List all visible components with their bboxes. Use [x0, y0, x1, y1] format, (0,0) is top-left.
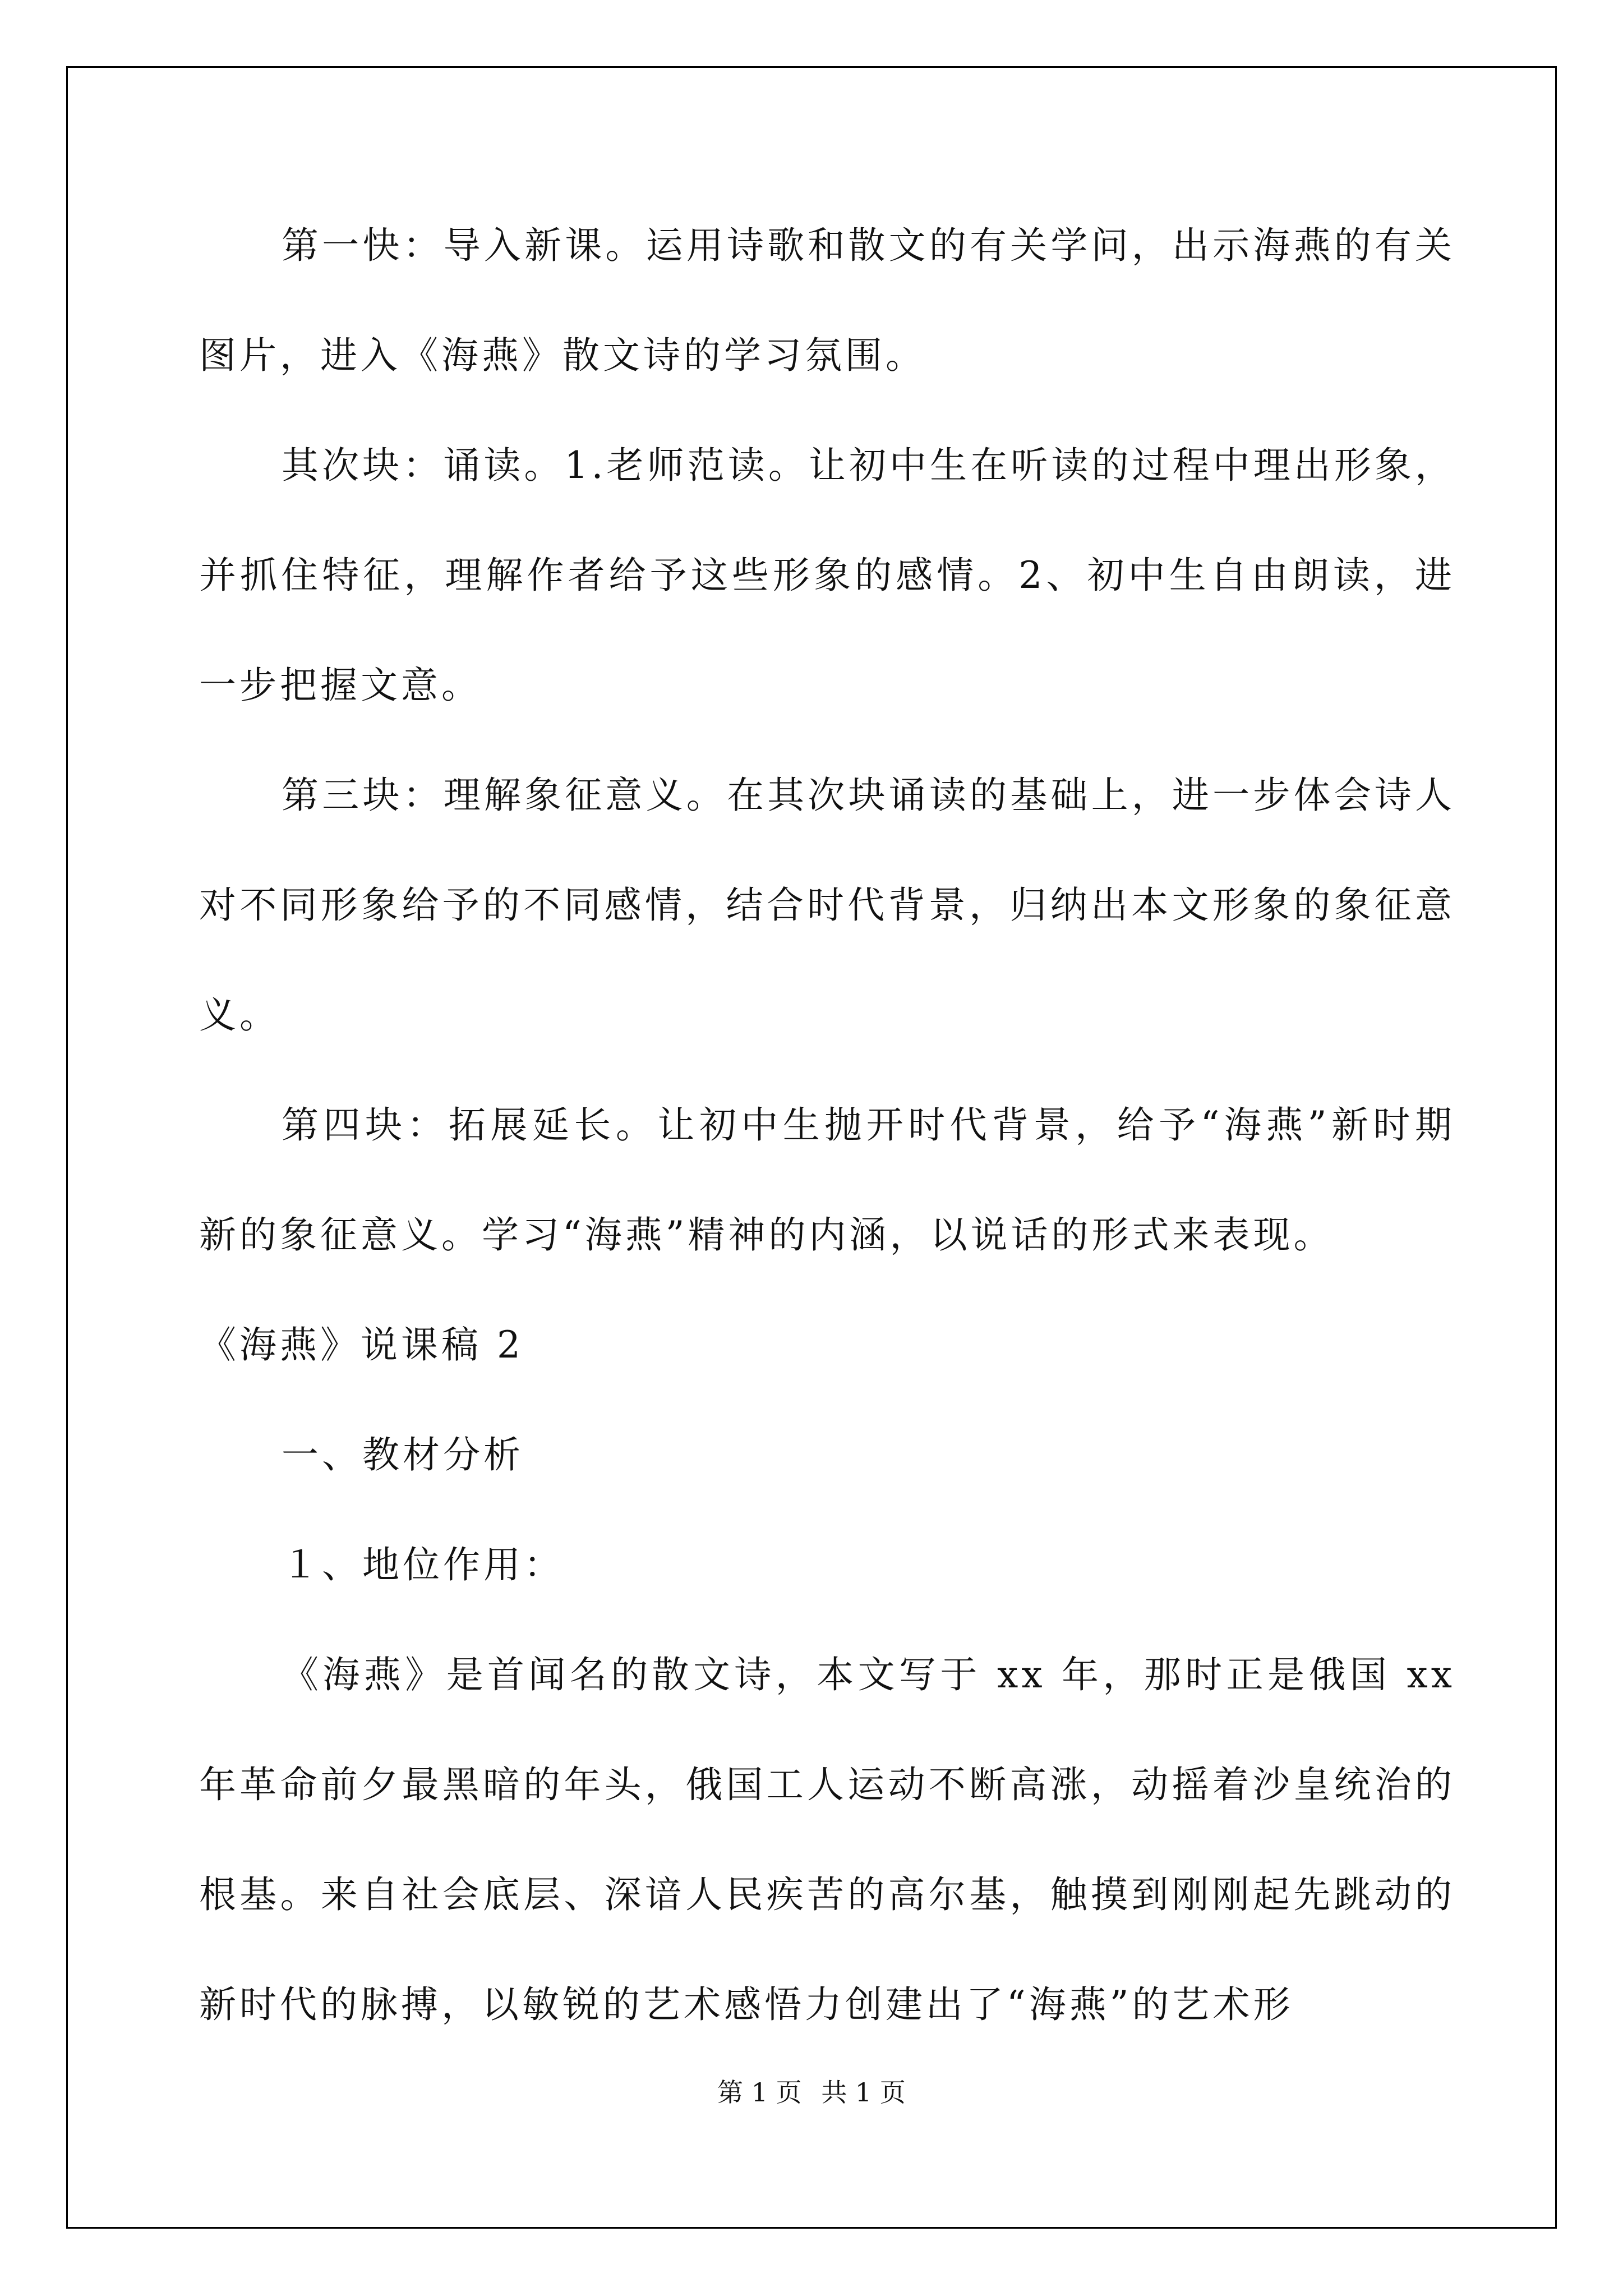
paragraph-lesson-block-1: 第一快：导入新课。运用诗歌和散文的有关学问，出示海燕的有关图片，进入《海燕》散文诗的学习氛围。	[199, 224, 1455, 377]
paragraph-body: 《海燕》是首闻名的散文诗，本文写于 xx 年，那时正是俄国 xx 年革命前夕最黑暗的年头，俄国工人运动不断高涨，动摇着沙皇统治的根基。来自社会底层、深谙人民疾苦的高尔基，触摸到刚刚起先跳动的新时代的脉搏，以敏锐的艺术感悟力创建出了“海燕”的艺术形	[199, 1653, 1455, 2026]
section-title: 《海燕》说课稿 2	[199, 1323, 524, 1366]
subheading-position-role: １、地位作用：	[282, 1543, 564, 1586]
page-total: 共 1 页	[821, 2077, 906, 2108]
paragraph-lesson-block-2: 其次块：诵读。1.老师范读。让初中生在听读的过程中理出形象，并抓住特征，理解作者给予这些形象的感情。2、初中生自由朗读，进一步把握文意。	[199, 444, 1455, 707]
document-body	[199, 191, 1455, 2060]
paragraph-lesson-block-4: 第四块：拓展延长。让初中生抛开时代背景，给予“海燕”新时期新的象征意义。学习“海燕”精神的内涵，以说话的形式来表现。	[199, 1103, 1455, 1257]
subheading-material-analysis: 一、教材分析	[282, 1433, 524, 1476]
paragraph-lesson-block-3: 第三块：理解象征意义。在其次块诵读的基础上，进一步体会诗人对不同形象给予的不同感情，结合时代背景，归纳出本文形象的象征意义。	[199, 774, 1455, 1037]
page-number: 第 1 页	[717, 2077, 802, 2108]
page-footer	[0, 2076, 1623, 2109]
